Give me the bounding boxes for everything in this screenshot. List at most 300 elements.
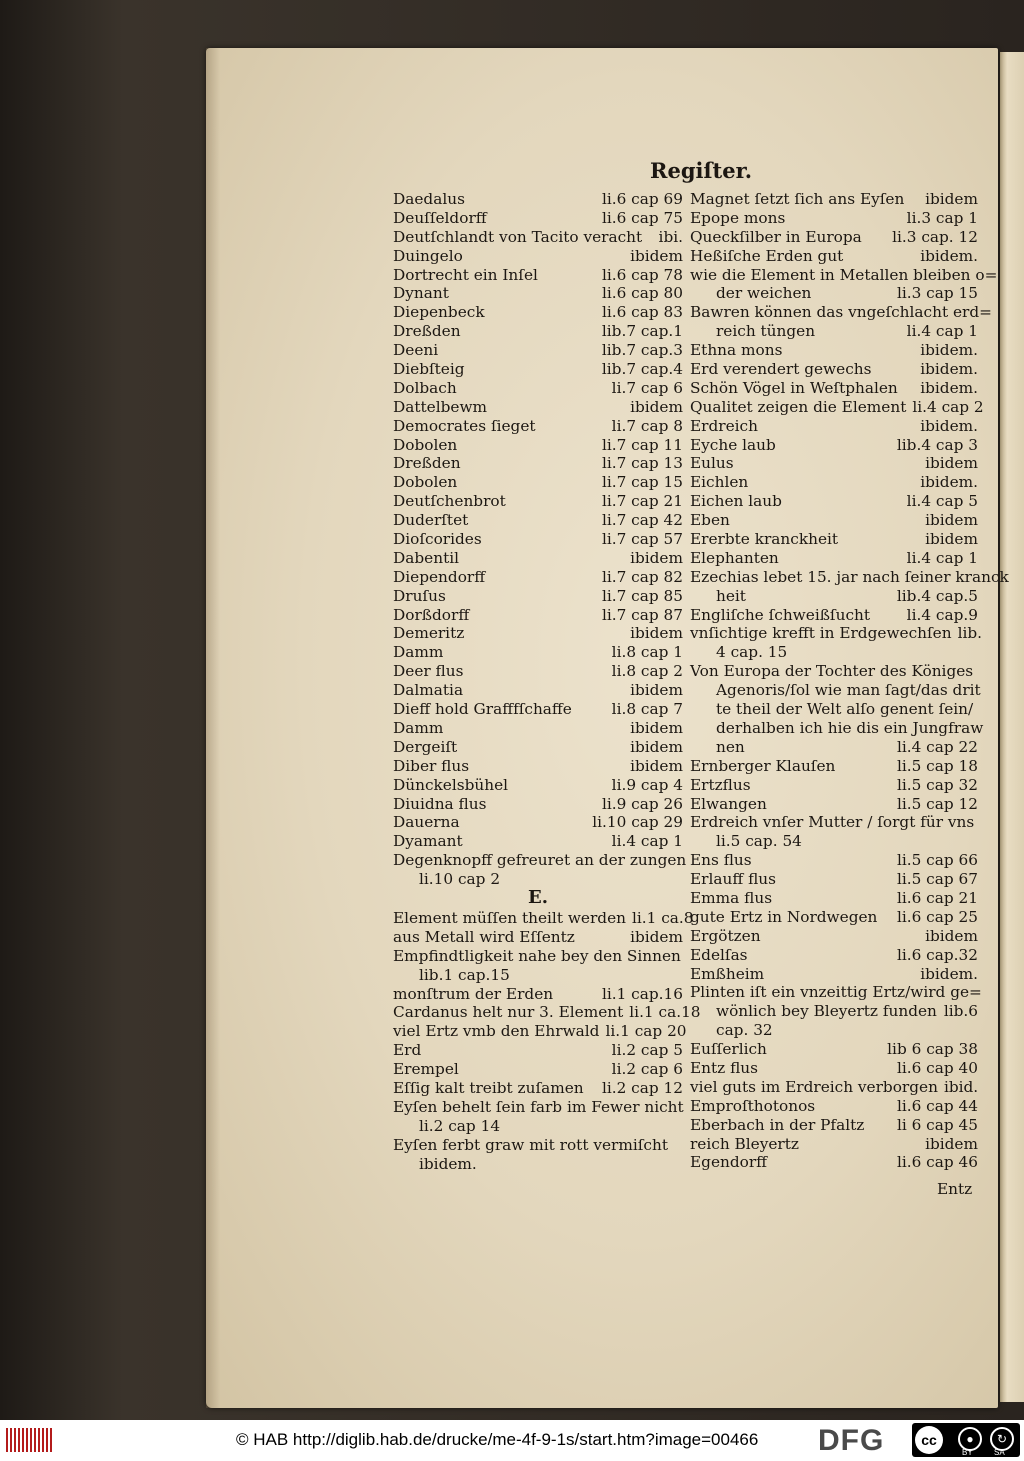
index-entry xyxy=(393,947,683,966)
continuation-text: ibidem. xyxy=(419,1154,477,1173)
index-entry xyxy=(690,473,978,492)
entry-term: Edelſas xyxy=(690,945,748,964)
index-entry-continuation xyxy=(393,1155,683,1174)
entry-term: Dauerna xyxy=(393,813,460,832)
entry-term: aus Metall wird Eſſentz xyxy=(393,927,575,946)
entry-reference: ibidem xyxy=(925,926,978,945)
entry-reference xyxy=(982,983,988,1002)
index-entry xyxy=(393,530,683,549)
entry-term: viel Ertz vmb den Ehrwald xyxy=(393,1022,600,1041)
entry-term: Dyamant xyxy=(393,832,463,851)
index-entry xyxy=(393,190,683,209)
index-entry xyxy=(393,662,683,681)
index-entry xyxy=(690,776,978,795)
index-entry xyxy=(393,1136,683,1155)
entry-term: Ererbte kranckheit xyxy=(690,530,839,549)
sa-label: SA xyxy=(994,1448,1005,1457)
entry-term: Dalmatia xyxy=(393,681,464,700)
entry-reference xyxy=(973,662,979,681)
index-entry xyxy=(393,606,683,625)
entry-term: Eulus xyxy=(690,454,734,473)
entry-term: Entz flus xyxy=(690,1058,758,1077)
entry-reference: li.8 cap 1 xyxy=(611,643,683,662)
entry-term: Ernberger Klauſen xyxy=(690,756,836,775)
entry-reference: ibidem xyxy=(925,190,978,208)
entry-term: Eichlen xyxy=(690,473,749,492)
entry-term: Eyche laub xyxy=(690,435,776,454)
index-entry xyxy=(393,624,683,643)
index-entry xyxy=(393,398,683,417)
entry-term: Egendorff xyxy=(690,1153,768,1172)
continuation-text: derhalben ich hie dis ein Jungfraw xyxy=(716,718,984,737)
index-entry xyxy=(393,492,683,511)
entry-term: Emma flus xyxy=(690,888,773,907)
index-entry xyxy=(393,1022,687,1041)
entry-reference: ibid. xyxy=(943,1077,979,1096)
index-entry xyxy=(690,417,978,436)
entry-term: Ertzflus xyxy=(690,775,751,794)
index-entry xyxy=(393,360,683,379)
cc-icon: cc xyxy=(915,1426,943,1454)
index-entry xyxy=(393,454,683,473)
index-entry xyxy=(690,341,978,360)
index-entry-continuation xyxy=(690,832,978,851)
entry-reference: ibidem xyxy=(630,927,683,946)
sa-icon: ↻ xyxy=(990,1427,1014,1451)
index-entry xyxy=(393,795,683,814)
index-entry xyxy=(690,1116,978,1135)
entry-term: Ergötzen xyxy=(690,926,761,945)
index-entry xyxy=(393,738,683,757)
entry-term: Elwangen xyxy=(690,794,767,813)
entry-term: Dortrecht ein Inſel xyxy=(393,265,538,284)
entry-reference: li.7 cap 87 xyxy=(601,605,683,624)
entry-term: gute Ertz in Nordwegen xyxy=(690,907,878,926)
index-entry xyxy=(690,511,978,530)
entry-term: Damm xyxy=(393,718,444,737)
entry-term: Duderſtet xyxy=(393,511,469,530)
entry-term: monſtrum der Erden xyxy=(393,984,554,1003)
index-entry xyxy=(690,1059,978,1078)
entry-reference xyxy=(997,266,1003,285)
index-entry-continuation xyxy=(690,1021,978,1040)
entry-reference: li.5 cap 18 xyxy=(896,756,978,775)
index-entry-continuation xyxy=(690,587,978,606)
continuation-text: cap. 32 xyxy=(716,1021,773,1040)
entry-reference: li.9 cap 4 xyxy=(611,775,683,794)
index-entry xyxy=(690,983,982,1002)
next-page-edge xyxy=(1000,52,1024,1402)
index-entry xyxy=(690,851,978,870)
index-entry xyxy=(690,567,1009,587)
index-entry-continuation xyxy=(690,700,978,719)
entry-reference: li.10 cap 29 xyxy=(592,813,683,832)
entry-term: Erdreich xyxy=(690,416,758,435)
index-entry xyxy=(690,870,978,889)
entry-term: Dobolen xyxy=(393,473,458,492)
index-column-right xyxy=(690,190,1009,1172)
index-entry xyxy=(393,1041,683,1060)
entry-reference: ibidem xyxy=(925,454,978,473)
index-entry xyxy=(393,379,683,398)
entry-reference: li.6 cap 46 xyxy=(896,1153,978,1172)
index-entry xyxy=(690,530,978,549)
entry-term: Druſus xyxy=(393,586,446,605)
section-letter: E. xyxy=(528,886,548,908)
entry-reference: li.4 cap 22 xyxy=(896,737,978,756)
entry-reference: li.5 cap 12 xyxy=(896,794,978,813)
entry-reference: lib.7 cap.1 xyxy=(601,322,683,341)
entry-reference: li.9 cap 26 xyxy=(601,794,683,813)
entry-term: Erd verendert gewechs xyxy=(690,360,872,379)
entry-reference: li.6 cap 44 xyxy=(896,1096,978,1115)
index-column-left xyxy=(393,190,701,1173)
entry-reference: ibi. xyxy=(658,227,683,246)
entry-term: Dreßden xyxy=(393,322,461,341)
entry-reference: lib.4 cap.5 xyxy=(896,586,978,605)
entry-reference: li.1 cap 20 xyxy=(605,1022,687,1041)
index-entry xyxy=(690,946,978,965)
entry-term: Elephanten xyxy=(690,548,779,567)
entry-term: Dobolen xyxy=(393,435,458,454)
entry-reference: li.7 cap 13 xyxy=(601,454,683,473)
index-entry xyxy=(393,985,683,1004)
index-entry xyxy=(690,303,992,322)
entry-reference xyxy=(974,813,980,832)
entry-term: Dolbach xyxy=(393,378,457,397)
entry-reference: ibidem xyxy=(630,718,683,737)
entry-term: Degenknopff gefreuret an der zungen xyxy=(393,851,687,870)
index-entry xyxy=(690,1097,978,1116)
index-entry xyxy=(393,908,694,928)
entry-term: Emßheim xyxy=(690,964,765,983)
entry-term: Cardanus helt nur 3. Element xyxy=(393,1003,624,1022)
index-entry xyxy=(393,417,683,436)
entry-term: Ens flus xyxy=(690,851,752,870)
index-entry xyxy=(393,851,687,870)
index-entry-continuation xyxy=(690,284,978,303)
entry-reference: li 6 cap 45 xyxy=(896,1115,978,1134)
entry-term: Deer flus xyxy=(393,662,464,681)
entry-term: Deeni xyxy=(393,341,439,360)
index-entry xyxy=(690,757,978,776)
entry-reference: lib.6 xyxy=(943,1002,978,1021)
entry-term: Dattelbewm xyxy=(393,397,488,416)
entry-reference: li.7 cap 57 xyxy=(601,530,683,549)
entry-term: Diepenbeck xyxy=(393,303,485,322)
entry-term: Ezechias lebet 15. jar nach ſeiner kranck xyxy=(690,567,1009,586)
continuation-text: der weichen xyxy=(716,284,812,303)
entry-reference: li.4 cap 1 xyxy=(906,322,978,341)
entry-term: reich Bleyertz xyxy=(690,1134,799,1153)
entry-reference: li.4 cap 1 xyxy=(906,548,978,567)
entry-reference: ibidem xyxy=(630,624,683,643)
index-entry xyxy=(690,379,978,398)
index-entry xyxy=(393,1098,683,1117)
entry-term: Eſſig kalt treibt zuſamen xyxy=(393,1078,584,1097)
entry-reference: li.7 cap 15 xyxy=(601,473,683,492)
index-entry xyxy=(393,1003,701,1022)
entry-term: Eyſen behelt ſein farb im Fewer nicht xyxy=(393,1097,684,1116)
entry-term: Bawren können das vngeſchlacht erd= xyxy=(690,303,992,322)
index-entry xyxy=(393,1060,683,1079)
entry-reference: li.4 cap.9 xyxy=(906,605,978,624)
continuation-text: li.2 cap 14 xyxy=(419,1116,501,1135)
source-credit-link[interactable]: © HAB http://diglib.hab.de/drucke/me-4f-9-1s/start.htm?image=00466 xyxy=(236,1430,759,1449)
entry-term: Dergeiſt xyxy=(393,737,458,756)
entry-reference xyxy=(992,303,998,322)
entry-reference: li.6 cap 78 xyxy=(601,265,683,284)
entry-term: Schön Vögel in Weſtphalen xyxy=(690,378,898,397)
entry-term: Eichen laub xyxy=(690,492,782,511)
continuation-text: nen xyxy=(716,737,745,756)
index-entry xyxy=(690,436,978,455)
entry-reference: li.4 cap 2 xyxy=(912,397,984,416)
entry-reference xyxy=(1009,568,1015,587)
entry-reference: lib.4 cap 3 xyxy=(896,435,978,454)
entry-term: Diuidna flus xyxy=(393,794,487,813)
entry-reference: ibidem xyxy=(630,246,683,265)
entry-reference: ibidem xyxy=(925,511,978,530)
entry-reference: li.4 cap 5 xyxy=(906,492,978,511)
index-entry-continuation xyxy=(690,643,978,662)
index-entry xyxy=(393,511,683,530)
dfg-logo: DFG xyxy=(818,1424,885,1457)
entry-reference: li.7 cap 82 xyxy=(601,567,683,586)
entry-reference xyxy=(684,1098,690,1117)
entry-reference: li.7 cap 21 xyxy=(601,492,683,511)
index-entry xyxy=(393,813,683,832)
entry-term: Dorßdorff xyxy=(393,605,470,624)
index-entry xyxy=(393,228,683,247)
entry-reference: ibidem xyxy=(630,548,683,567)
entry-reference: ibidem xyxy=(925,1134,978,1153)
entry-term: Duingelo xyxy=(393,246,463,265)
index-entry xyxy=(690,492,978,511)
index-entry xyxy=(690,889,978,908)
index-entry xyxy=(690,228,978,247)
entry-term: wie die Element in Metallen bleiben o= xyxy=(690,265,998,284)
entry-reference: li.7 cap 8 xyxy=(611,416,683,435)
entry-reference: li.4 cap 1 xyxy=(611,832,683,851)
entry-term: Magnet ſetzt ſich ans Eyſen xyxy=(690,190,905,208)
page-header: Regiſter. xyxy=(650,158,753,183)
entry-reference: lib 6 cap 38 xyxy=(887,1040,978,1059)
entry-term: vnſichtige krefft in Erdgewechſen xyxy=(690,624,952,643)
index-entry xyxy=(393,436,683,455)
entry-term: Deutſchlandt von Tacito veracht xyxy=(393,227,643,246)
entry-term: Dynant xyxy=(393,284,449,303)
continuation-text: 4 cap. 15 xyxy=(716,643,788,662)
index-entry xyxy=(393,681,683,700)
index-entry xyxy=(690,927,978,946)
entry-reference: ibidem xyxy=(630,397,683,416)
index-entry xyxy=(393,776,683,795)
entry-term: Daedalus xyxy=(393,190,465,208)
continuation-text: Agenoris/ſol wie man ſagt/das drit xyxy=(716,681,981,700)
entry-term: Dabentil xyxy=(393,548,460,567)
index-entry-continuation xyxy=(690,322,978,341)
index-entry xyxy=(690,360,978,379)
index-entry-continuation xyxy=(393,1117,683,1136)
index-entry xyxy=(393,832,683,851)
index-entry xyxy=(393,643,683,662)
index-entry xyxy=(690,1078,978,1097)
index-entry xyxy=(690,190,978,209)
index-entry xyxy=(393,303,683,322)
continuation-text: reich tüngen xyxy=(716,322,816,341)
entry-term: Eberbach in der Pfaltz xyxy=(690,1115,865,1134)
entry-term: Ethna mons xyxy=(690,341,783,360)
index-entry-continuation xyxy=(690,718,984,738)
entry-reference: li.3 cap. 12 xyxy=(892,227,978,246)
entry-term: Euſſerlich xyxy=(690,1040,767,1059)
entry-term: viel guts im Erdreich verborgen xyxy=(690,1077,938,1096)
entry-reference: li.8 cap 2 xyxy=(611,662,683,681)
entry-term: Damm xyxy=(393,643,444,662)
entry-term: Eben xyxy=(690,511,730,530)
entry-reference: ibidem. xyxy=(920,964,978,983)
entry-reference: li.2 cap 12 xyxy=(601,1078,683,1097)
entry-term: Plinten iſt ein vnzeittig Ertz/wird ge= xyxy=(690,983,982,1002)
index-entry xyxy=(690,908,978,927)
entry-term: Erempel xyxy=(393,1060,459,1079)
index-entry xyxy=(393,266,683,285)
entry-reference: li.1 ca.8 xyxy=(631,908,694,927)
index-entry xyxy=(393,473,683,492)
index-entry xyxy=(393,568,683,587)
index-entry xyxy=(393,1079,683,1098)
entry-reference: lib.7 cap.4 xyxy=(601,360,683,379)
entry-term: Engliſche ſchweißſucht xyxy=(690,605,871,624)
continuation-text: li.5 cap. 54 xyxy=(716,832,802,851)
entry-term: Diber flus xyxy=(393,756,470,775)
index-entry xyxy=(690,795,978,814)
entry-reference: li.6 cap 80 xyxy=(601,284,683,303)
entry-reference: ibidem xyxy=(630,756,683,775)
entry-reference: li.1 ca.18 xyxy=(629,1003,701,1022)
entry-reference: ibidem xyxy=(925,530,978,549)
continuation-text: lib.1 cap.15 xyxy=(419,965,510,984)
entry-reference: li.3 cap 1 xyxy=(906,208,978,227)
entry-reference: li.6 cap 25 xyxy=(896,907,978,926)
entry-term: Empfindtligkeit nahe bey den Sinnen xyxy=(393,946,681,965)
by-icon: ● xyxy=(958,1427,982,1451)
entry-reference: li.6 cap 21 xyxy=(896,888,978,907)
entry-reference: li.3 cap 15 xyxy=(896,284,978,303)
entry-term: Queckſilber in Europa xyxy=(690,227,862,246)
index-entry xyxy=(690,549,978,568)
index-entry xyxy=(690,662,978,681)
index-entry-continuation xyxy=(690,1002,978,1021)
entry-term: Democrates ſieget xyxy=(393,416,536,435)
entry-reference: ibidem. xyxy=(920,378,978,397)
index-entry xyxy=(393,757,683,776)
entry-term: Eyſen ferbt graw mit rott vermiſcht xyxy=(393,1135,668,1154)
index-entry xyxy=(393,322,683,341)
index-entry xyxy=(393,928,683,947)
entry-reference: li.6 cap 69 xyxy=(601,190,683,208)
entry-reference: li.8 cap 7 xyxy=(611,700,683,719)
index-entry xyxy=(690,265,998,285)
index-entry xyxy=(690,1153,978,1172)
entry-term: Diebſteig xyxy=(393,360,465,379)
entry-reference: li.7 cap 11 xyxy=(601,435,683,454)
continuation-text: te theil der Welt alſo genent ſein/ xyxy=(716,700,974,719)
by-label: BY xyxy=(962,1448,973,1457)
index-entry xyxy=(393,341,683,360)
index-entry xyxy=(690,397,984,417)
index-entry xyxy=(690,209,978,228)
continuation-text: heit xyxy=(716,586,746,605)
index-entry xyxy=(690,606,978,625)
entry-term: Emproſthotonos xyxy=(690,1096,816,1115)
entry-reference: li.6 cap 75 xyxy=(601,208,683,227)
entry-term: Dünckelsbühel xyxy=(393,775,509,794)
index-entry xyxy=(393,549,683,568)
index-entry xyxy=(393,700,683,719)
entry-reference: ibidem. xyxy=(920,246,978,265)
index-entry xyxy=(690,1040,978,1059)
entry-reference: ibidem. xyxy=(920,360,978,379)
index-entry xyxy=(690,247,978,266)
entry-reference: li.6 cap 83 xyxy=(601,303,683,322)
entry-reference: li.2 cap 6 xyxy=(611,1060,683,1079)
entry-reference: li.5 cap 32 xyxy=(896,775,978,794)
entry-term: Deuſſeldorff xyxy=(393,208,487,227)
entry-term: Dioſcorides xyxy=(393,530,482,549)
entry-reference: li.5 cap 67 xyxy=(896,870,978,889)
continuation-text: wönlich bey Bleyertz funden xyxy=(716,1002,937,1021)
entry-reference xyxy=(677,1136,683,1155)
entry-reference: li.7 cap 6 xyxy=(611,378,683,397)
index-entry-continuation xyxy=(690,681,981,700)
index-entry xyxy=(690,454,978,473)
catchword: Entz xyxy=(937,1180,973,1198)
index-entry xyxy=(393,284,683,303)
cc-license-badge[interactable] xyxy=(912,1423,1020,1457)
entry-reference: li.6 cap.32 xyxy=(896,945,978,964)
index-entry xyxy=(393,209,683,228)
entry-term: Qualitet zeigen die Element xyxy=(690,397,907,416)
entry-reference: li.7 cap 42 xyxy=(601,511,683,530)
entry-term: Diependorff xyxy=(393,567,486,586)
entry-term: Deutſchenbrot xyxy=(393,492,506,511)
entry-term: Element müſſen theilt werden xyxy=(393,908,626,927)
entry-term: Heßiſche Erden gut xyxy=(690,246,844,265)
entry-reference: lib.7 cap.3 xyxy=(601,341,683,360)
index-entry xyxy=(393,247,683,266)
index-entry xyxy=(690,624,983,643)
index-entry-continuation xyxy=(690,738,978,757)
entry-reference: li.7 cap 85 xyxy=(601,586,683,605)
continuation-text: li.10 cap 2 xyxy=(419,870,501,889)
index-entry xyxy=(393,587,683,606)
entry-reference: lib. xyxy=(957,624,983,643)
index-entry xyxy=(393,719,683,738)
entry-reference: li.1 cap.16 xyxy=(601,984,683,1003)
entry-reference xyxy=(681,947,687,966)
footer-bar xyxy=(0,1420,1024,1461)
index-entry xyxy=(690,965,978,984)
entry-term: Von Europa der Tochter des Königes xyxy=(690,662,974,681)
entry-term: Dieff hold Grafffſchaffe xyxy=(393,700,572,719)
entry-reference: ibidem. xyxy=(920,416,978,435)
entry-term: Erdreich vnſer Mutter / ſorgt für vns xyxy=(690,813,975,832)
index-entry-continuation xyxy=(393,966,683,985)
entry-reference: li.6 cap 40 xyxy=(896,1058,978,1077)
entry-term: Epope mons xyxy=(690,208,786,227)
